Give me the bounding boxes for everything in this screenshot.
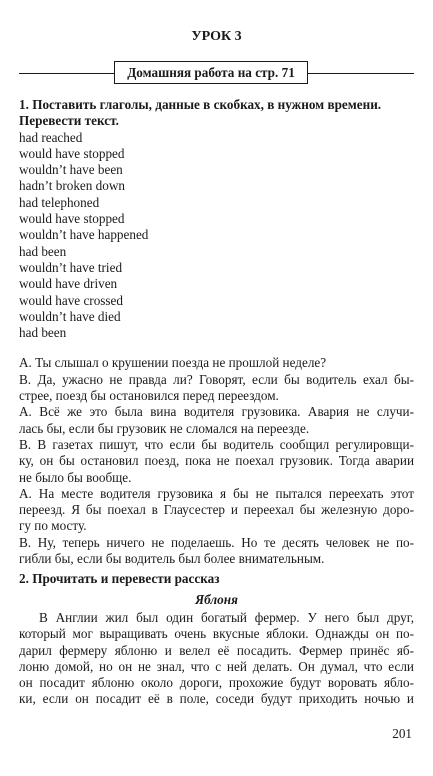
dialogue-replica — [19, 355, 414, 371]
dialogue-line: стрее, поезд бы остановился перед переездом. — [19, 388, 279, 404]
answer-item: had been — [19, 325, 67, 341]
answer-item: wouldn’t have died — [19, 308, 121, 324]
dialogue-replica — [19, 535, 414, 568]
answer-item: would have driven — [19, 276, 118, 292]
answer-item: had reached — [19, 129, 83, 145]
story-line: он посадит яблоню около дороги, прохожие будут воровать ябло- — [19, 675, 414, 691]
story-title: Яблоня — [195, 591, 238, 607]
dialogue-line: ку, он бы остановил поезд, пока не поехал грузовик. Тогда аварии — [19, 453, 414, 469]
page-content — [19, 97, 414, 708]
story-line: В Англии жил был один богатый фермер. У него был друг, — [39, 609, 414, 625]
task1-heading-line1: 1. Поставить глаголы, данные в скобках, в нужном времени. — [19, 97, 382, 112]
dialogue-line: В. Ну, теперь ничего не поделаешь. Но те десять человек не по- — [19, 534, 414, 550]
story-line: лоню домой, но он не знал, что с ней делать. Он думал, что если — [19, 658, 414, 674]
homework-box: Домашняя работа на стр. 71 — [114, 61, 308, 84]
dialogue-line: гибли бы, если бы водитель был более внимательным. — [19, 551, 325, 567]
answer-list — [19, 130, 414, 342]
dialogue-line: А. Всё же это была вина водителя грузовика. Авария не случи- — [19, 404, 414, 420]
dialogue-line: А. Ты слышал о крушении поезда не прошлой неделе? — [19, 355, 327, 371]
story-text — [19, 610, 414, 708]
dialogue-line: гу по мосту. — [19, 518, 87, 534]
dialogue-text — [19, 355, 414, 567]
dialogue-line: не было бы вообще. — [19, 469, 132, 485]
page-number: 201 — [392, 726, 412, 741]
dialogue-line: лась бы, если бы грузовик не сломался на переезде. — [19, 420, 310, 436]
answer-item: would have stopped — [19, 211, 125, 227]
dialogue-replica — [19, 404, 414, 437]
lesson-title: УРОК 3 — [191, 29, 242, 44]
story-line: дарил фермеру яблоню и велел её посадить. Фермер принёс яб- — [19, 642, 414, 658]
banner-rule-left — [19, 73, 114, 74]
dialogue-line: переезд. Я бы поехал в Глаусестер и переехал бы железную доро- — [19, 502, 414, 518]
dialogue-line: А. На месте водителя грузовика я бы не пытался переехать этот — [19, 485, 414, 501]
banner-rule-right — [308, 73, 414, 74]
answer-item: would have crossed — [19, 292, 124, 308]
dialogue-replica — [19, 486, 414, 535]
task1-heading — [19, 97, 414, 130]
story-line: который мог выращивать очень вкусные яблоки. Однажды он по- — [19, 626, 414, 642]
dialogue-line: В. Да, ужасно не правда ли? Говорят, если бы водитель ехал бы- — [19, 371, 414, 387]
dialogue-replica — [19, 437, 414, 486]
dialogue-line: В. В газетах пишут, что если бы водитель сообщил регулировщи- — [19, 436, 414, 452]
task2-heading: 2. Прочитать и перевести рассказ — [19, 571, 220, 587]
answer-item: wouldn’t have been — [19, 162, 123, 178]
answer-item: wouldn’t have happened — [19, 227, 149, 243]
homework-banner — [19, 61, 414, 86]
answer-item: hadn’t broken down — [19, 178, 125, 194]
answer-item: wouldn’t have tried — [19, 259, 123, 275]
dialogue-replica — [19, 372, 414, 405]
answer-item: had been — [19, 243, 67, 259]
story-line: ки, если он посадит её в поле, соседи будут приходить ночью и — [19, 691, 414, 707]
task1-heading-line2: Перевести текст. — [19, 113, 119, 129]
answer-item: would have stopped — [19, 145, 125, 161]
story-paragraph — [19, 610, 414, 708]
answer-item: had telephoned — [19, 194, 100, 210]
